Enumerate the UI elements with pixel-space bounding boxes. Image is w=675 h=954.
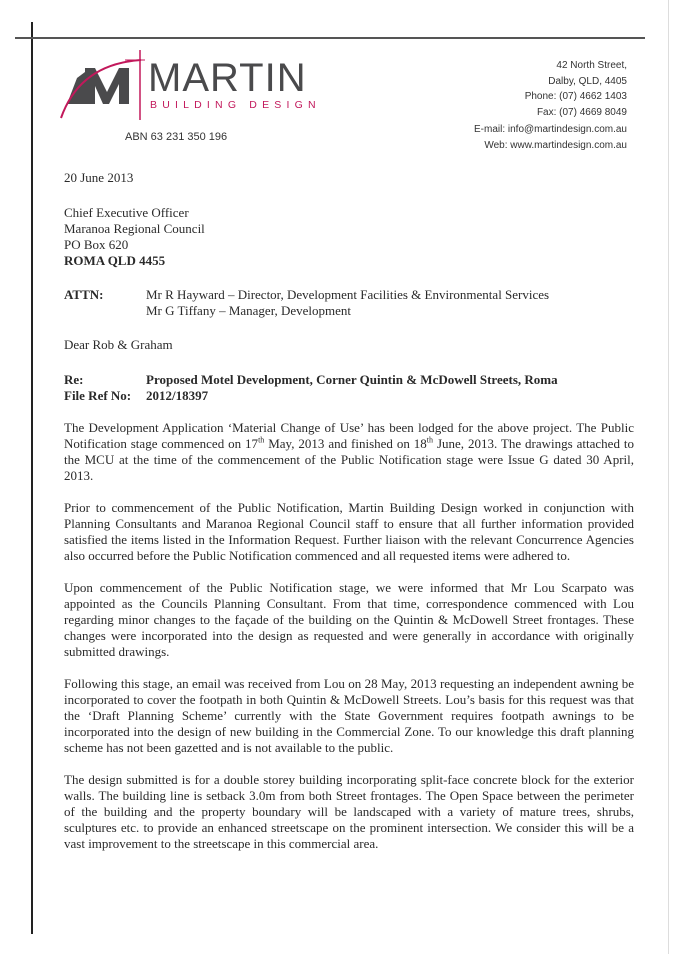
page-edge — [668, 0, 669, 954]
company-name: MARTIN — [148, 56, 307, 100]
file-ref-value: 2012/18397 — [146, 388, 209, 403]
letter-body — [64, 170, 634, 852]
email-address: E-mail: info@martindesign.com.au — [474, 124, 627, 135]
company-subtitle: BUILDING DESIGN — [150, 99, 321, 111]
paragraph-2: Prior to commencement of the Public Notification, Martin Building Design worked in conjunction with Planning Consultants and Maranoa Regional Council staff to ensure that all further information provided satisfied the items listed in the Information Request. Further liaison with the relevant Concurrence Agencies also occurred before the Public Notification commenced and all requested items were adhered to. — [64, 500, 634, 563]
subject-block — [64, 372, 634, 404]
recipient-line-4: ROMA QLD 4455 — [64, 253, 166, 268]
recipient-line-3: PO Box 620 — [64, 237, 129, 252]
paragraph-5: The design submitted is for a double storey building incorporating split-face concrete block for the exterior walls. The building line is setback 3.0m from both Street frontages. The Open Space between the perimeter of the building and the property boundary will be landscaped with a variety of mature trees, shrubs, sculptures etc. to provide an enhanced streetscape on the prominent intersection. We consider this will be a vast improvement to the streetscape in this commercial area. — [64, 772, 634, 851]
attn-label: ATTN: — [64, 287, 104, 302]
company-logo — [55, 48, 321, 120]
letterhead-horizontal-rule — [15, 37, 645, 39]
phone-number: Phone: (07) 4662 1403 — [524, 91, 627, 102]
letterhead-vertical-rule — [31, 22, 33, 934]
letter-date: 20 June 2013 — [64, 170, 134, 185]
recipient-address — [64, 205, 634, 269]
salutation: Dear Rob & Graham — [64, 337, 173, 352]
fax-number: Fax: (07) 4669 8049 — [536, 106, 627, 118]
m-arc-logo-icon — [55, 48, 155, 120]
re-label: Re: — [64, 372, 84, 387]
address-line-2: Dalby, QLD, 4405 — [548, 75, 627, 87]
paragraph-3: Upon commencement of the Public Notification stage, we were informed that Mr Lou Scarpato was appointed as the Councils Planning Consultant. From that time, correspondence commenced with Lou regarding minor changes to the façade of the building on the Quintin & McDowell Street frontages. These changes were incorporated into the design as requested and were generally in accordance with originally submitted drawings. — [64, 580, 634, 659]
contact-block — [474, 58, 627, 153]
paragraph-4: Following this stage, an email was received from Lou on 28 May, 2013 requesting an independent awning be incorporated to cover the footpath in both Quintin & McDowell Streets. Lou’s basis for this request was that the ‘Draft Planning Scheme’ currently with the State Government requires footpath awnings to be incorporated into the design of new building in the Commercial Zone. To our knowledge this draft planning scheme has not been gazetted and is not available to the public. — [64, 676, 634, 755]
recipient-line-1: Chief Executive Officer — [64, 205, 189, 220]
re-value: Proposed Motel Development, Corner Quintin & McDowell Streets, Roma — [146, 372, 558, 387]
attention-block — [64, 287, 634, 319]
file-ref-label: File Ref No: — [64, 388, 132, 403]
abn-number: ABN 63 231 350 196 — [125, 131, 228, 143]
attn-line-2: Mr G Tiffany – Manager, Development — [146, 303, 352, 318]
address-line-1: 42 North Street, — [556, 60, 627, 71]
recipient-line-2: Maranoa Regional Council — [64, 221, 205, 236]
website: Web: www.martindesign.com.au — [484, 139, 627, 151]
attn-line-1: Mr R Hayward – Director, Development Facilities & Environmental Services — [146, 287, 550, 302]
paragraph-1: The Development Application ‘Material Change of Use’ has been lodged for the above project. The Public Notification stage commenced on 17th May, 2013 and finished on 18th June, 2013. The drawings attached to the MCU at the time of the commencement of the Public Notification stage were Issue G dated 30 April, 2013. — [64, 420, 634, 483]
